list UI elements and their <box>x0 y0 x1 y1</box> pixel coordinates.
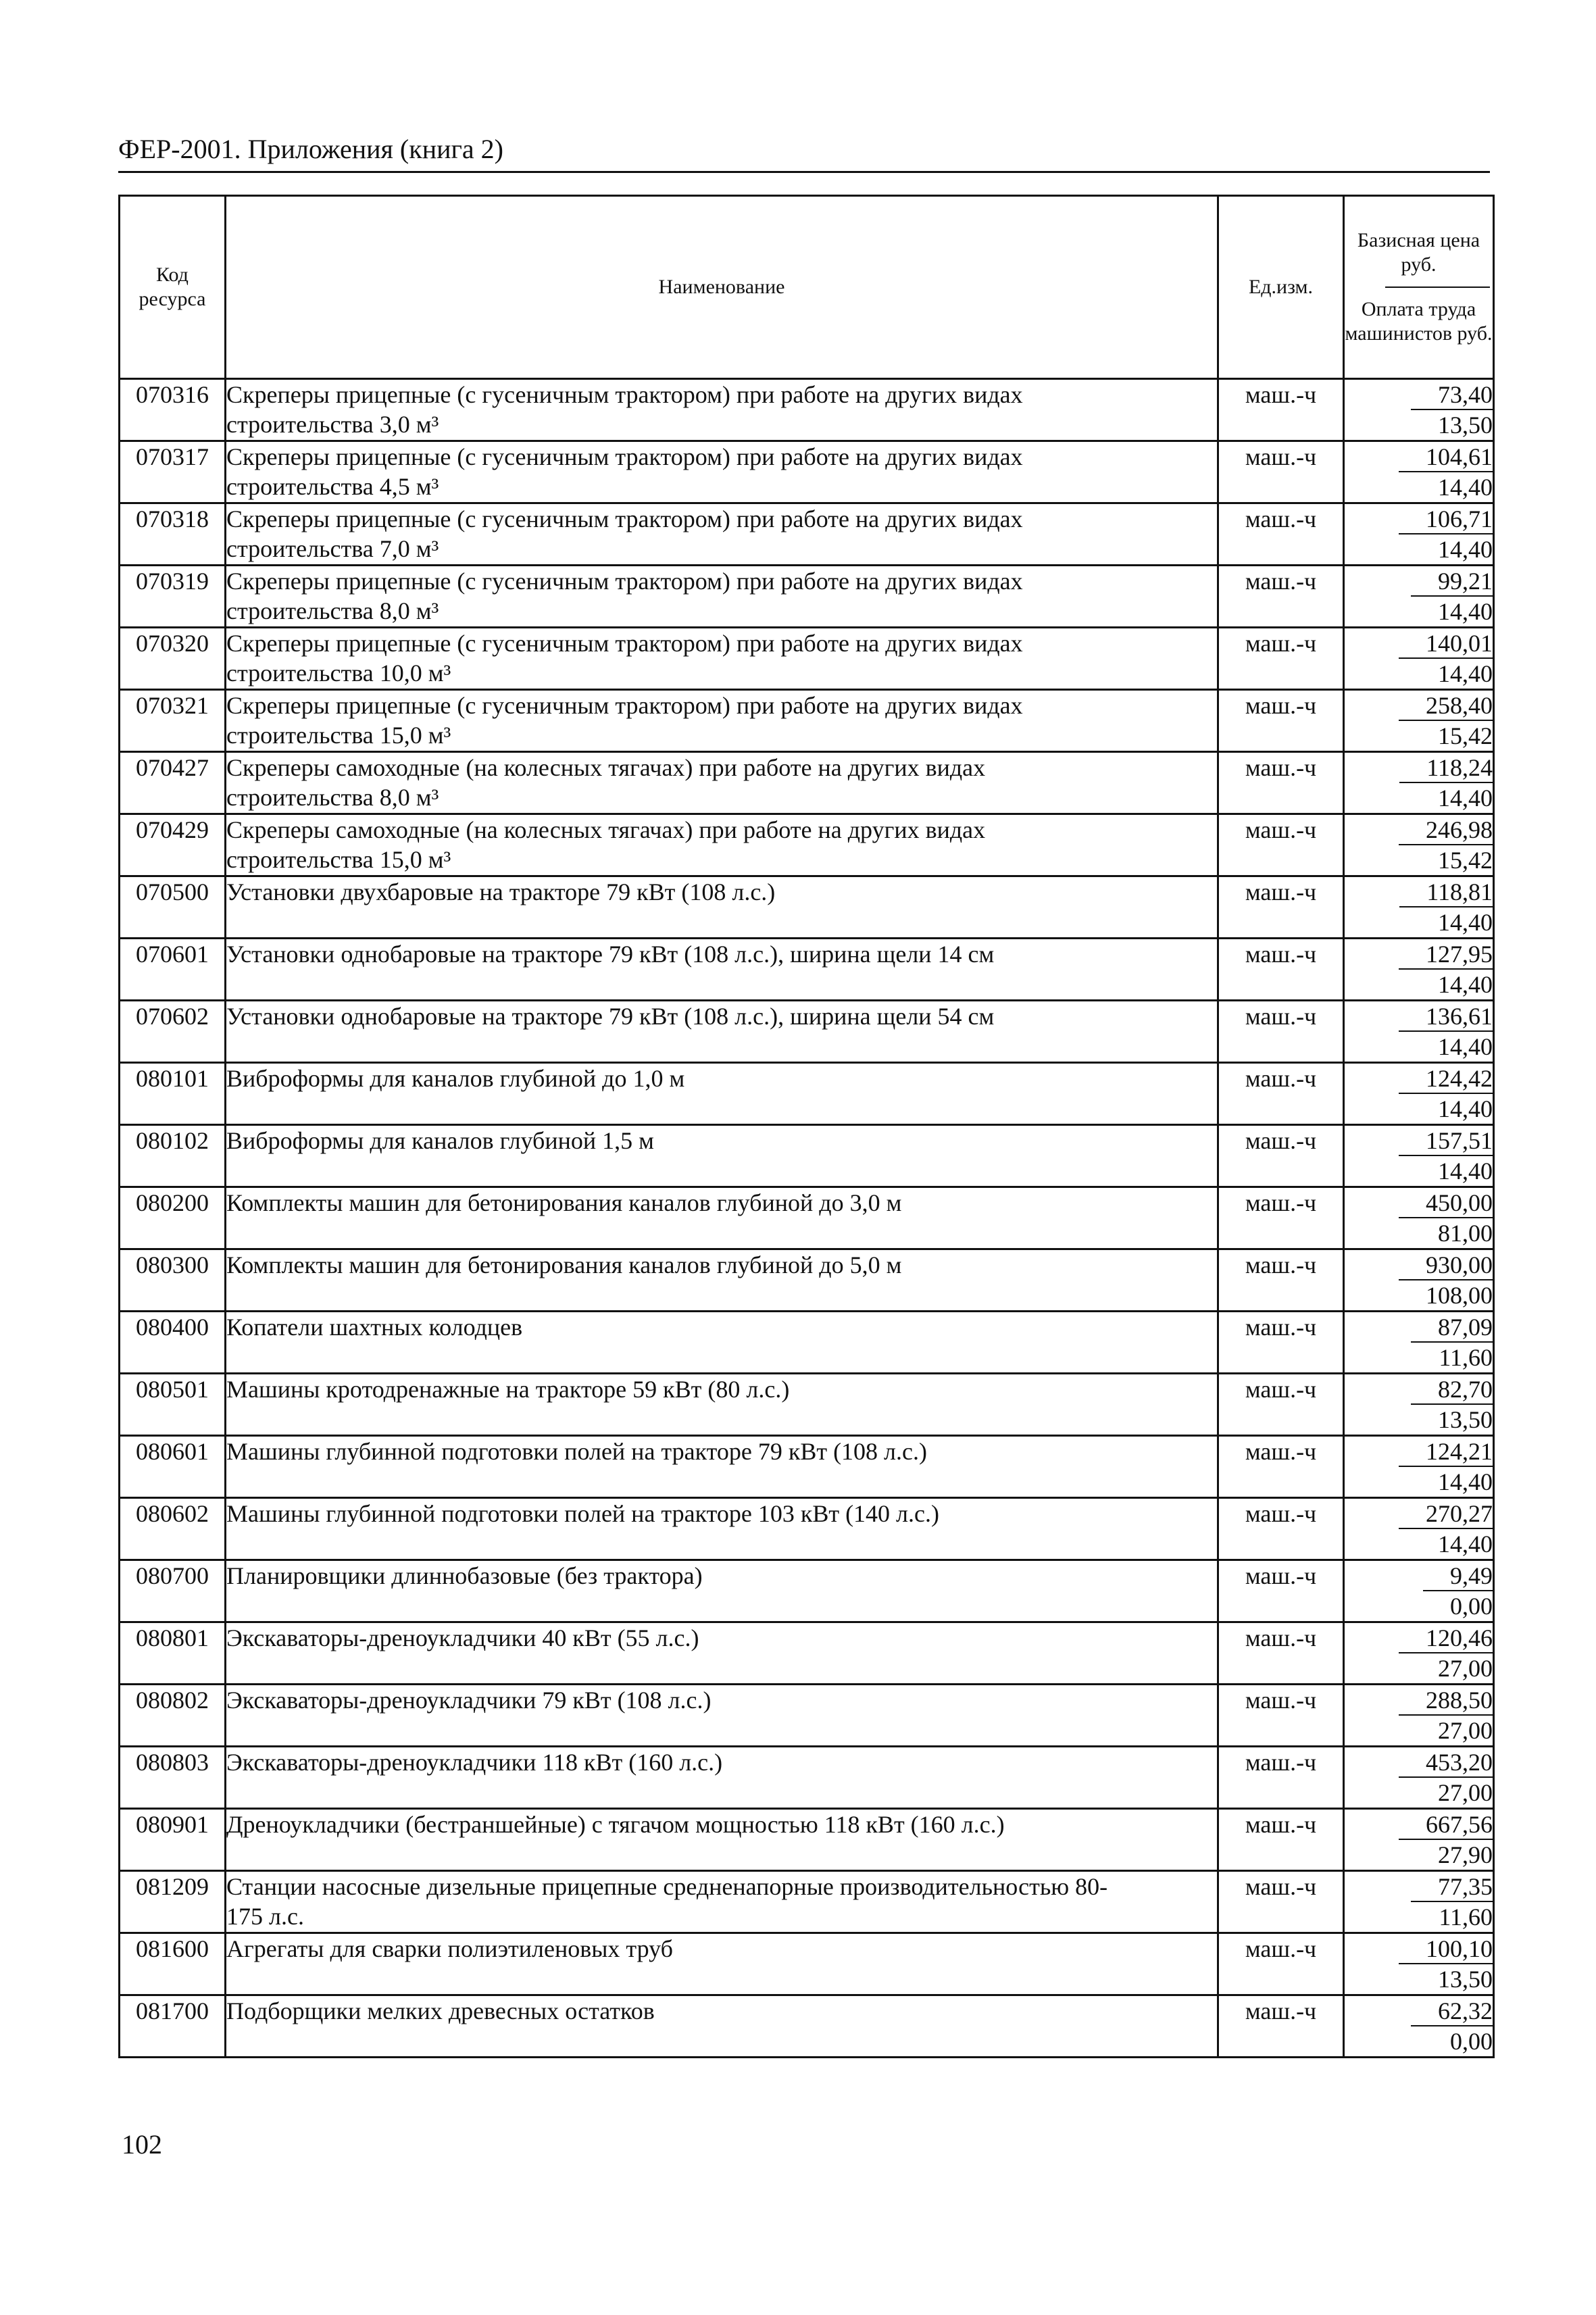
page-header: ФЕР-2001. Приложения (книга 2) <box>118 134 503 164</box>
row-code: 080300 <box>120 1249 226 1312</box>
row-unit: маш.-ч <box>1218 1622 1344 1685</box>
row-name-line-1: Машины кротодренажные на тракторе 59 кВт (80 л.с.) <box>226 1376 790 1403</box>
row-code: 080200 <box>120 1187 226 1249</box>
table-row <box>120 1312 1494 1374</box>
row-price <box>1344 1933 1494 1995</box>
row-code: 080601 <box>120 1436 226 1498</box>
row-name-line-1: Скреперы прицепные (с гусеничным трактором) при работе на других видах <box>226 505 1023 532</box>
row-name <box>226 1001 1218 1063</box>
row-code: 070601 <box>120 939 226 1001</box>
row-unit: маш.-ч <box>1218 939 1344 1001</box>
row-base-price: 930,00 <box>1399 1251 1493 1280</box>
page-number: 102 <box>122 2129 162 2160</box>
row-code: 070316 <box>120 379 226 441</box>
row-name <box>226 503 1218 566</box>
row-operator-pay: 14,40 <box>1438 785 1493 812</box>
row-unit: маш.-ч <box>1218 1374 1344 1436</box>
row-name-line-2: строительства 3,0 м³ <box>226 411 439 438</box>
row-price <box>1344 1498 1494 1560</box>
row-base-price: 87,09 <box>1411 1313 1493 1343</box>
row-code: 081209 <box>120 1871 226 1933</box>
row-name-line-2: строительства 15,0 м³ <box>226 846 451 873</box>
row-base-price: 270,27 <box>1399 1499 1493 1529</box>
header-price-pay: Оплата труда машинистов руб. <box>1345 298 1493 345</box>
row-name <box>226 1995 1218 2058</box>
row-name <box>226 1622 1218 1685</box>
row-unit: маш.-ч <box>1218 690 1344 752</box>
row-code: 080802 <box>120 1685 226 1747</box>
row-price <box>1344 1187 1494 1249</box>
row-base-price: 288,50 <box>1399 1686 1493 1716</box>
row-operator-pay: 14,40 <box>1438 1095 1493 1122</box>
row-base-price: 106,71 <box>1399 505 1493 534</box>
row-price <box>1344 1871 1494 1933</box>
row-unit: маш.-ч <box>1218 441 1344 503</box>
row-name-line-1: Агрегаты для сварки полиэтиленовых труб <box>226 1935 673 1962</box>
row-code: 080803 <box>120 1747 226 1809</box>
row-operator-pay: 14,40 <box>1438 1033 1493 1060</box>
row-price <box>1344 1374 1494 1436</box>
row-name <box>226 1498 1218 1560</box>
row-unit: маш.-ч <box>1218 566 1344 628</box>
table-row <box>120 1871 1494 1933</box>
table-row <box>120 566 1494 628</box>
row-base-price: 77,35 <box>1411 1872 1493 1902</box>
table-row <box>120 752 1494 814</box>
table-row <box>120 1125 1494 1187</box>
row-unit: маш.-ч <box>1218 752 1344 814</box>
table-row <box>120 876 1494 939</box>
row-name-line-1: Комплекты машин для бетонирования каналов глубиной до 3,0 м <box>226 1189 902 1216</box>
row-operator-pay: 14,40 <box>1438 971 1493 998</box>
row-name-line-1: Установки однобаровые на тракторе 79 кВт (108 л.с.), ширина щели 14 см <box>226 941 995 968</box>
row-code: 081600 <box>120 1933 226 1995</box>
row-unit: маш.-ч <box>1218 503 1344 566</box>
row-operator-pay: 11,60 <box>1439 1344 1493 1371</box>
row-unit: маш.-ч <box>1218 1871 1344 1933</box>
row-code: 070318 <box>120 503 226 566</box>
header-unit: Ед.изм. <box>1218 196 1344 379</box>
header-name: Наименование <box>226 196 1218 379</box>
table-row <box>120 1498 1494 1560</box>
row-price <box>1344 628 1494 690</box>
row-operator-pay: 0,00 <box>1450 2028 1493 2055</box>
row-price <box>1344 1249 1494 1312</box>
row-name <box>226 1747 1218 1809</box>
row-name-line-2: строительства 8,0 м³ <box>226 784 439 811</box>
row-price <box>1344 1063 1494 1125</box>
row-code: 070500 <box>120 876 226 939</box>
row-price <box>1344 876 1494 939</box>
row-base-price: 136,61 <box>1399 1002 1493 1032</box>
row-code: 070429 <box>120 814 226 876</box>
row-price <box>1344 1312 1494 1374</box>
row-operator-pay: 0,00 <box>1450 1593 1493 1620</box>
header-rule <box>118 171 1490 173</box>
table-row <box>120 379 1494 441</box>
table-row <box>120 628 1494 690</box>
row-price <box>1344 1747 1494 1809</box>
table-row <box>120 503 1494 566</box>
row-operator-pay: 14,40 <box>1438 909 1493 936</box>
row-code: 080700 <box>120 1560 226 1622</box>
row-code: 080102 <box>120 1125 226 1187</box>
row-name-line-1: Экскаваторы-дреноукладчики 118 кВт (160 л.с.) <box>226 1749 723 1776</box>
row-name-line-1: Станции насосные дизельные прицепные средненапорные производительностью 80- <box>226 1873 1108 1900</box>
table-row <box>120 1560 1494 1622</box>
header-code: Код ресурса <box>120 196 226 379</box>
row-unit: маш.-ч <box>1218 876 1344 939</box>
row-name-line-1: Экскаваторы-дреноукладчики 40 кВт (55 л.с.) <box>226 1624 699 1651</box>
row-name <box>226 1871 1218 1933</box>
table-row <box>120 690 1494 752</box>
row-name-line-1: Скреперы самоходные (на колесных тягачах) при работе на других видах <box>226 754 986 781</box>
row-name <box>226 1187 1218 1249</box>
table-row <box>120 1001 1494 1063</box>
row-operator-pay: 27,00 <box>1438 1655 1493 1682</box>
row-name-line-1: Установки двухбаровые на тракторе 79 кВт (108 л.с.) <box>226 878 776 905</box>
table-row <box>120 1685 1494 1747</box>
row-name <box>226 379 1218 441</box>
row-operator-pay: 14,40 <box>1438 598 1493 625</box>
row-code: 070321 <box>120 690 226 752</box>
row-base-price: 667,56 <box>1399 1810 1493 1840</box>
row-base-price: 124,21 <box>1399 1437 1493 1467</box>
row-price <box>1344 1560 1494 1622</box>
row-code: 080501 <box>120 1374 226 1436</box>
table-row <box>120 1622 1494 1685</box>
row-unit: маш.-ч <box>1218 379 1344 441</box>
row-code: 070319 <box>120 566 226 628</box>
row-unit: маш.-ч <box>1218 1685 1344 1747</box>
row-price <box>1344 1622 1494 1685</box>
row-name <box>226 876 1218 939</box>
row-name <box>226 690 1218 752</box>
row-unit: маш.-ч <box>1218 1436 1344 1498</box>
row-operator-pay: 14,40 <box>1438 660 1493 687</box>
row-base-price: 73,40 <box>1411 380 1493 410</box>
row-name-line-2: строительства 8,0 м³ <box>226 597 439 624</box>
table-row <box>120 1063 1494 1125</box>
row-operator-pay: 27,90 <box>1438 1841 1493 1868</box>
resource-table <box>118 195 1495 2058</box>
row-operator-pay: 13,50 <box>1438 1406 1493 1433</box>
row-name-line-2: строительства 4,5 м³ <box>226 473 439 500</box>
header-price-divider <box>1385 287 1490 288</box>
row-operator-pay: 14,40 <box>1438 474 1493 501</box>
row-operator-pay: 15,42 <box>1438 722 1493 749</box>
table-row <box>120 1374 1494 1436</box>
row-price <box>1344 1809 1494 1871</box>
row-code: 080101 <box>120 1063 226 1125</box>
row-code: 080901 <box>120 1809 226 1871</box>
row-name-line-1: Машины глубинной подготовки полей на тракторе 79 кВт (108 л.с.) <box>226 1438 927 1465</box>
row-unit: маш.-ч <box>1218 1249 1344 1312</box>
row-unit: маш.-ч <box>1218 1001 1344 1063</box>
row-base-price: 140,01 <box>1399 629 1493 659</box>
row-operator-pay: 27,00 <box>1438 1717 1493 1744</box>
row-name-line-1: Установки однобаровые на тракторе 79 кВт (108 л.с.), ширина щели 54 см <box>226 1003 995 1030</box>
table-header-row <box>120 196 1494 379</box>
row-name-line-1: Скреперы прицепные (с гусеничным трактором) при работе на других видах <box>226 568 1023 595</box>
header-price-base: Базисная цена руб. <box>1357 229 1480 276</box>
row-unit: маш.-ч <box>1218 1312 1344 1374</box>
row-name-line-1: Виброформы для каналов глубиной до 1,0 м <box>226 1065 685 1092</box>
row-base-price: 124,42 <box>1399 1064 1493 1094</box>
row-base-price: 120,46 <box>1399 1624 1493 1653</box>
table-row <box>120 1933 1494 1995</box>
row-operator-pay: 14,40 <box>1438 536 1493 563</box>
row-name-line-2: строительства 7,0 м³ <box>226 535 439 562</box>
row-operator-pay: 13,50 <box>1438 412 1493 439</box>
row-base-price: 118,24 <box>1399 753 1493 783</box>
row-price <box>1344 1436 1494 1498</box>
row-base-price: 157,51 <box>1399 1126 1493 1156</box>
row-price <box>1344 690 1494 752</box>
row-name-line-1: Скреперы прицепные (с гусеничным трактором) при работе на других видах <box>226 630 1023 657</box>
row-name-line-1: Дреноукладчики (бестраншейные) с тягачом мощностью 118 кВт (160 л.с.) <box>226 1811 1005 1838</box>
row-name <box>226 1063 1218 1125</box>
row-name <box>226 814 1218 876</box>
row-operator-pay: 15,42 <box>1438 847 1493 874</box>
row-name-line-2: строительства 15,0 м³ <box>226 722 451 749</box>
row-code: 080400 <box>120 1312 226 1374</box>
row-name <box>226 1374 1218 1436</box>
row-name <box>226 1312 1218 1374</box>
row-unit: маш.-ч <box>1218 1995 1344 2058</box>
row-base-price: 100,10 <box>1399 1935 1493 1964</box>
table-row <box>120 1747 1494 1809</box>
row-unit: маш.-ч <box>1218 814 1344 876</box>
row-name <box>226 1436 1218 1498</box>
row-unit: маш.-ч <box>1218 1063 1344 1125</box>
row-price <box>1344 939 1494 1001</box>
row-price <box>1344 1685 1494 1747</box>
row-unit: маш.-ч <box>1218 1809 1344 1871</box>
row-base-price: 82,70 <box>1411 1375 1493 1405</box>
table-row <box>120 1187 1494 1249</box>
table-row <box>120 1809 1494 1871</box>
row-name-line-1: Скреперы прицепные (с гусеничным трактором) при работе на других видах <box>226 443 1023 470</box>
row-operator-pay: 13,50 <box>1438 1966 1493 1993</box>
row-base-price: 99,21 <box>1411 567 1493 597</box>
row-name-line-1: Копатели шахтных колодцев <box>226 1314 523 1341</box>
row-name <box>226 566 1218 628</box>
row-name-line-1: Комплекты машин для бетонирования каналов глубиной до 5,0 м <box>226 1251 902 1278</box>
row-name-line-1: Машины глубинной подготовки полей на тракторе 103 кВт (140 л.с.) <box>226 1500 939 1527</box>
row-price <box>1344 379 1494 441</box>
row-name-line-1: Подборщики мелких древесных остатков <box>226 1997 655 2024</box>
row-name <box>226 939 1218 1001</box>
row-price <box>1344 1001 1494 1063</box>
row-operator-pay: 11,60 <box>1439 1903 1493 1931</box>
table-row <box>120 1249 1494 1312</box>
row-unit: маш.-ч <box>1218 1933 1344 1995</box>
row-operator-pay: 27,00 <box>1438 1779 1493 1806</box>
table-row <box>120 441 1494 503</box>
row-code: 080801 <box>120 1622 226 1685</box>
row-name-line-1: Скреперы самоходные (на колесных тягачах) при работе на других видах <box>226 816 986 843</box>
row-operator-pay: 14,40 <box>1438 1530 1493 1558</box>
row-name <box>226 1125 1218 1187</box>
row-name <box>226 1809 1218 1871</box>
row-name <box>226 628 1218 690</box>
row-base-price: 104,61 <box>1399 443 1493 472</box>
row-unit: маш.-ч <box>1218 1187 1344 1249</box>
row-operator-pay: 108,00 <box>1426 1282 1493 1309</box>
row-code: 070427 <box>120 752 226 814</box>
row-name <box>226 441 1218 503</box>
row-price <box>1344 1125 1494 1187</box>
row-name <box>226 752 1218 814</box>
row-operator-pay: 14,40 <box>1438 1468 1493 1495</box>
row-name-line-1: Планировщики длиннобазовые (без трактора) <box>226 1562 703 1589</box>
row-name <box>226 1249 1218 1312</box>
header-price <box>1344 196 1494 379</box>
row-price <box>1344 1995 1494 2058</box>
row-base-price: 246,98 <box>1399 816 1493 845</box>
row-code: 080602 <box>120 1498 226 1560</box>
row-code: 070320 <box>120 628 226 690</box>
row-name-line-1: Скреперы прицепные (с гусеничным трактором) при работе на других видах <box>226 381 1023 408</box>
row-code: 070602 <box>120 1001 226 1063</box>
row-name-line-2: 175 л.с. <box>226 1903 304 1930</box>
row-name-line-1: Экскаваторы-дреноукладчики 79 кВт (108 л.с.) <box>226 1687 712 1714</box>
row-base-price: 453,20 <box>1399 1748 1493 1778</box>
row-unit: маш.-ч <box>1218 1125 1344 1187</box>
row-base-price: 9,49 <box>1423 1562 1493 1591</box>
row-unit: маш.-ч <box>1218 1498 1344 1560</box>
row-operator-pay: 81,00 <box>1438 1220 1493 1247</box>
row-unit: маш.-ч <box>1218 628 1344 690</box>
row-price <box>1344 566 1494 628</box>
table-row <box>120 1436 1494 1498</box>
table-row <box>120 1995 1494 2058</box>
row-base-price: 62,32 <box>1411 1997 1493 2026</box>
table-row <box>120 814 1494 876</box>
row-price <box>1344 752 1494 814</box>
row-base-price: 258,40 <box>1399 691 1493 721</box>
row-unit: маш.-ч <box>1218 1560 1344 1622</box>
row-code: 081700 <box>120 1995 226 2058</box>
row-price <box>1344 814 1494 876</box>
row-price <box>1344 503 1494 566</box>
row-base-price: 127,95 <box>1399 940 1493 970</box>
row-operator-pay: 14,40 <box>1438 1158 1493 1185</box>
row-unit: маш.-ч <box>1218 1747 1344 1809</box>
row-base-price: 118,81 <box>1399 878 1493 907</box>
row-name-line-2: строительства 10,0 м³ <box>226 659 451 687</box>
row-name <box>226 1933 1218 1995</box>
row-code: 070317 <box>120 441 226 503</box>
row-price <box>1344 441 1494 503</box>
row-name-line-1: Виброформы для каналов глубиной 1,5 м <box>226 1127 654 1154</box>
row-name <box>226 1685 1218 1747</box>
table-body <box>120 379 1494 2058</box>
table-row <box>120 939 1494 1001</box>
row-name <box>226 1560 1218 1622</box>
row-name-line-1: Скреперы прицепные (с гусеничным трактором) при работе на других видах <box>226 692 1023 719</box>
row-base-price: 450,00 <box>1399 1189 1493 1218</box>
